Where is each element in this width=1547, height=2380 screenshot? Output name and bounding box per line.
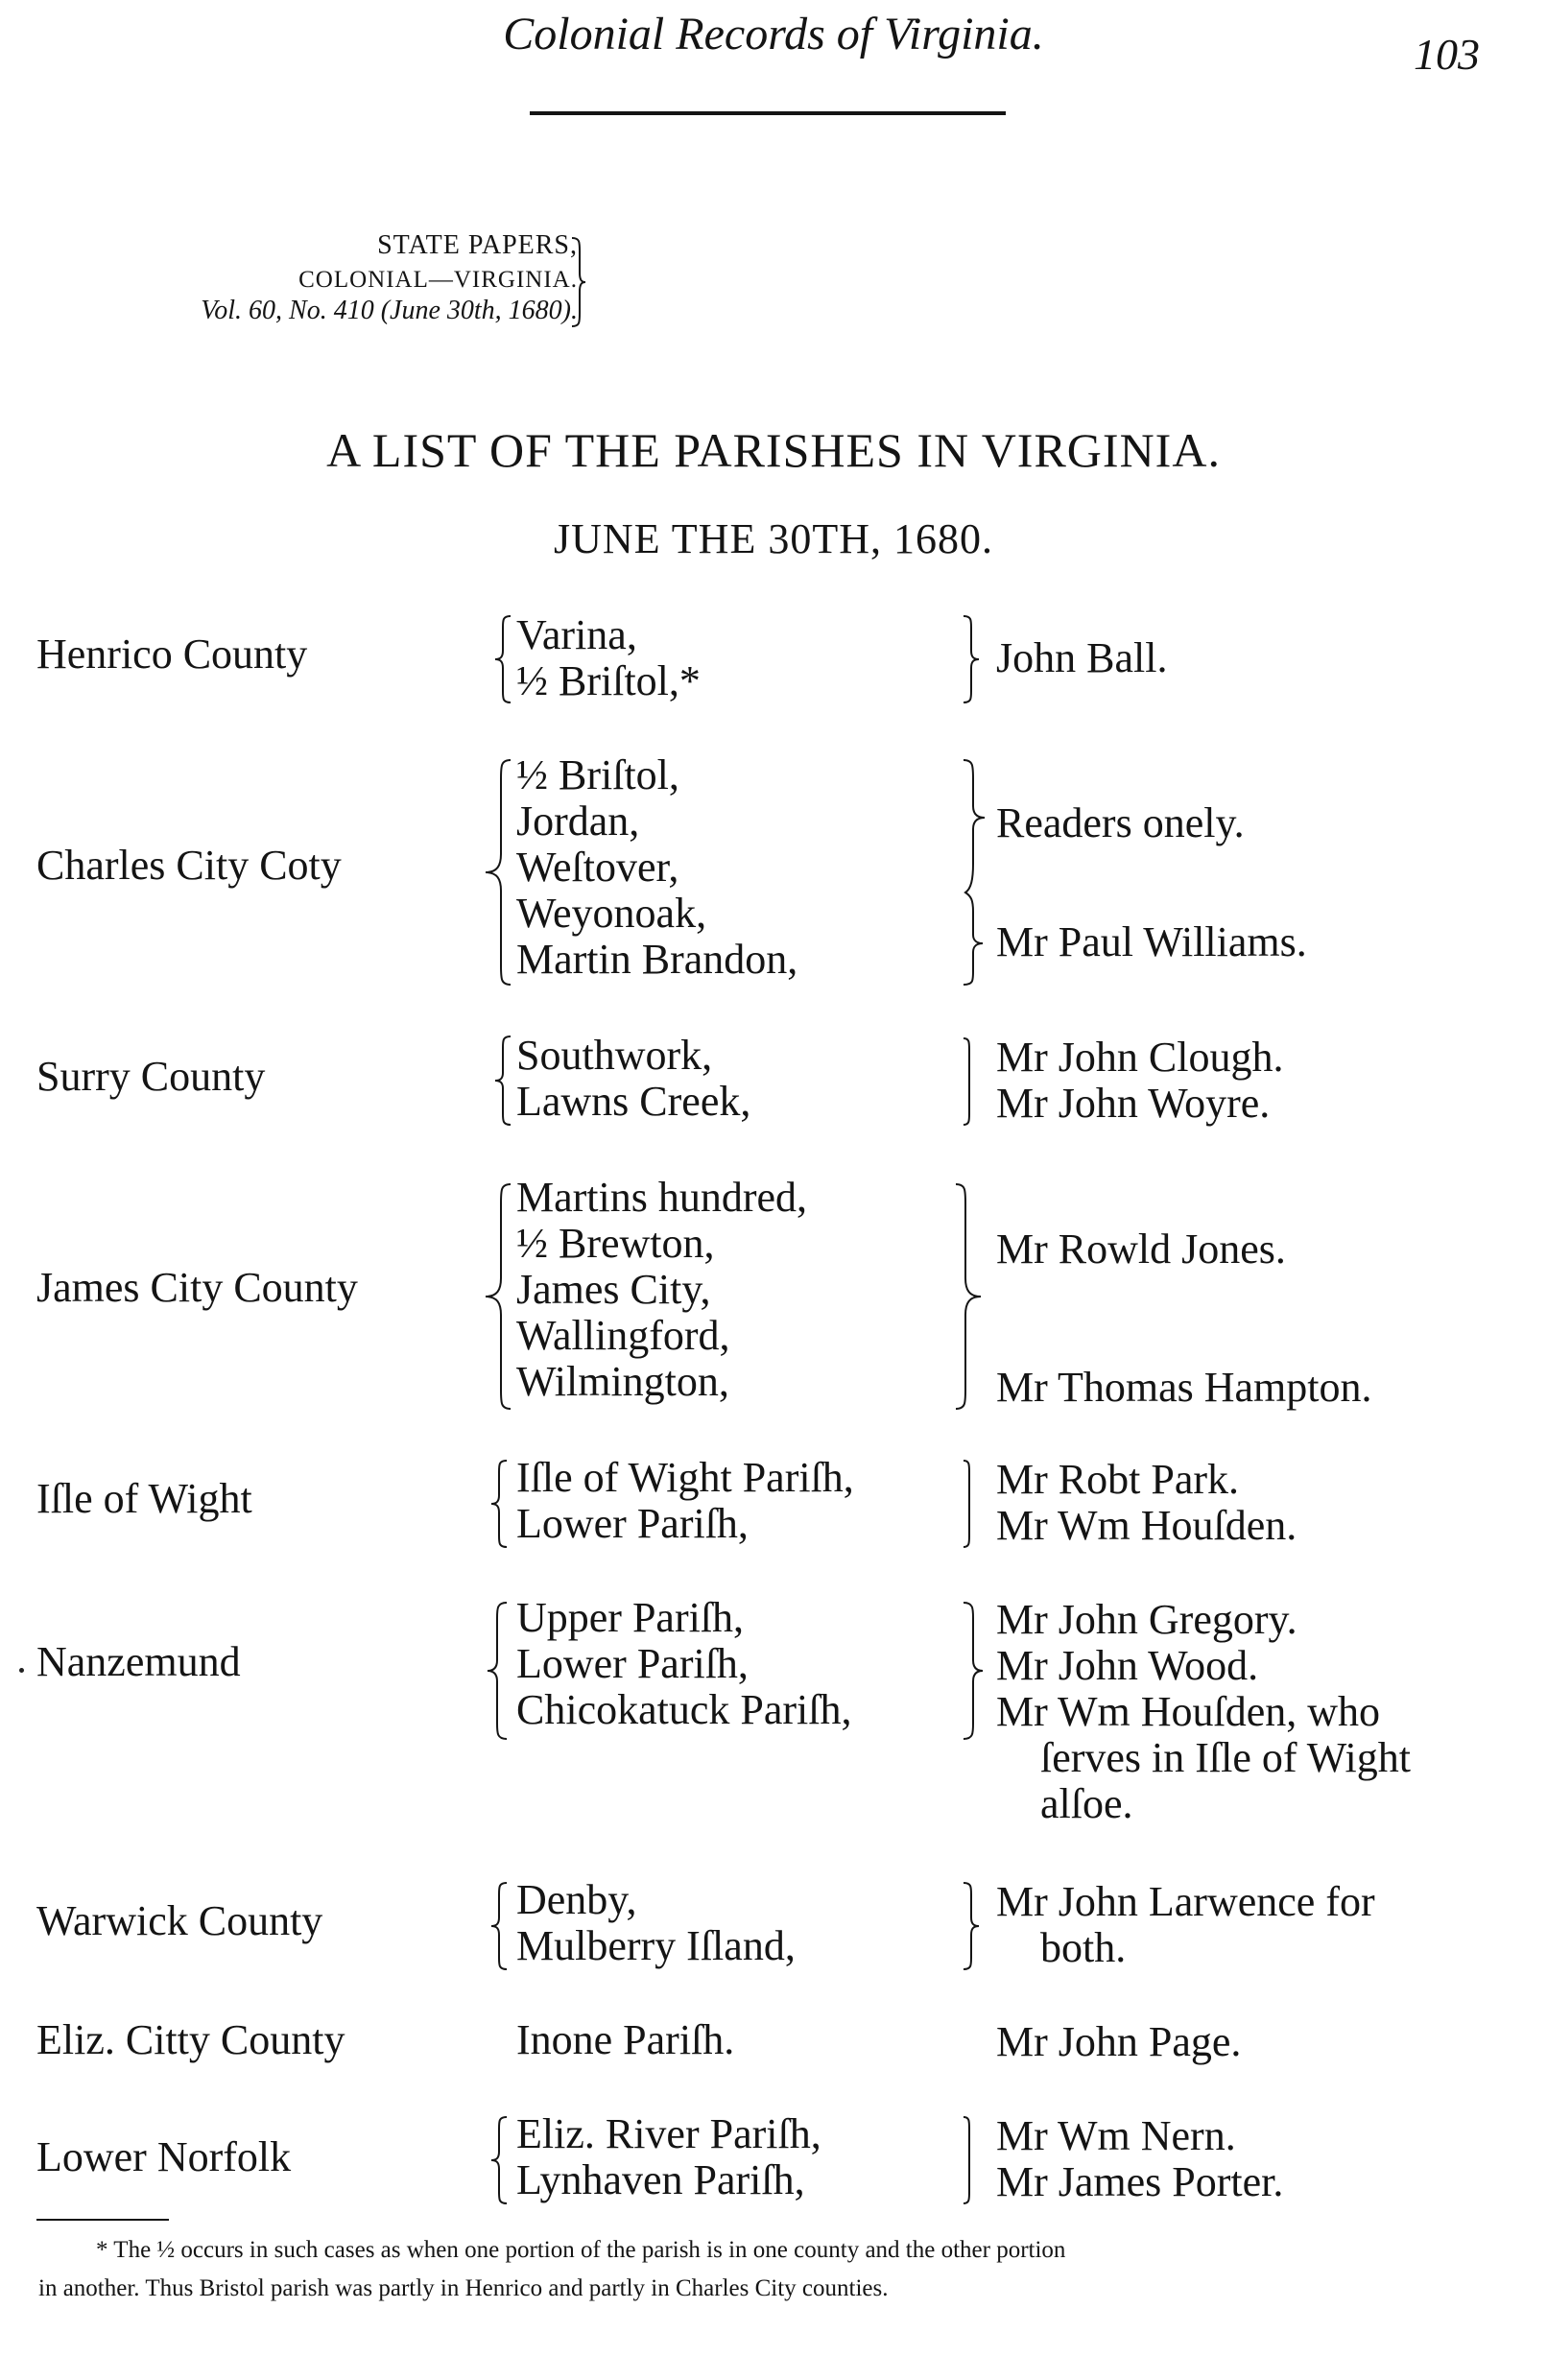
left-brace <box>488 2115 509 2205</box>
right-brace <box>962 1881 983 1971</box>
parish-name: Denby, <box>516 1876 637 1923</box>
parish-name: Lower Pariſh, <box>516 1500 749 1547</box>
right-brace <box>962 1036 977 1127</box>
clergy-name: Mr Thomas Hampton. <box>996 1364 1372 1411</box>
parish-name: Inone Pariſh. <box>516 2016 735 2063</box>
left-brace <box>491 614 512 704</box>
parish-name: Lawns Creek, <box>516 1078 751 1125</box>
footnote-line-2: in another. Thus Bristol parish was partly in Henrico and partly in Charles City counties. <box>38 2275 889 2301</box>
right-brace <box>962 614 983 704</box>
clergy-name: Mr Robt Park. <box>996 1456 1239 1503</box>
county-name: Iſle of Wight <box>36 1475 252 1522</box>
source-line-2: COLONIAL—VIRGINIA. <box>298 267 578 293</box>
parish-name: ½ Brewton, <box>516 1220 715 1267</box>
left-brace <box>482 1182 512 1411</box>
parish-name: Mulberry Iſland, <box>516 1922 796 1969</box>
page-number: 103 <box>1414 30 1480 79</box>
parish-name: ½ Briſtol,* <box>516 657 701 704</box>
right-brace <box>954 1182 987 1411</box>
parish-name: Weyonoak, <box>516 890 707 937</box>
parish-name: Upper Pariſh, <box>516 1594 745 1641</box>
source-brace <box>570 236 587 328</box>
county-name: James City County <box>36 1264 358 1311</box>
clergy-name: Mr John Woyre. <box>996 1080 1271 1127</box>
source-line-1: STATE PAPERS, <box>377 230 578 260</box>
footnote-rule <box>36 2219 169 2221</box>
county-name: Charles City Coty <box>36 842 342 889</box>
clergy-name: Mr John Gregory. <box>996 1596 1297 1643</box>
parish-name: Wallingford, <box>516 1312 730 1359</box>
ink-speck <box>19 1668 24 1673</box>
parish-name: Wilmington, <box>516 1358 729 1405</box>
parish-name: Lower Pariſh, <box>516 1640 749 1687</box>
clergy-name: Mr Rowld Jones. <box>996 1226 1286 1273</box>
parish-name: Martin Brandon, <box>516 936 798 983</box>
right-brace <box>962 1601 987 1741</box>
clergy-name: Mr John Larwence for <box>996 1878 1375 1925</box>
clergy-name: John Ball. <box>996 634 1168 681</box>
running-title: Colonial Records of Virginia. <box>503 9 1044 60</box>
footnote-line-1: * The ½ occurs in such cases as when one portion of the parish is in one county and the other portion <box>96 2237 1066 2263</box>
county-name: Henrico County <box>36 631 308 678</box>
county-name: Nanzemund <box>36 1638 241 1685</box>
parish-name: Iſle of Wight Pariſh, <box>516 1454 854 1501</box>
clergy-name: ſerves in Iſle of Wight <box>1040 1734 1411 1781</box>
parish-name: ½ Briſtol, <box>516 751 679 798</box>
left-brace <box>488 1459 509 1549</box>
header-rule <box>530 111 1006 115</box>
clergy-name: Mr Wm Houſden, who <box>996 1688 1381 1735</box>
parish-name: Southwork, <box>516 1032 713 1079</box>
page-title: A LIST OF THE PARISHES IN VIRGINIA. <box>326 423 1221 477</box>
parish-name: Jordan, <box>516 797 640 845</box>
clergy-name: alſoe. <box>1040 1780 1133 1827</box>
county-name: Surry County <box>36 1053 266 1100</box>
clergy-name: Mr Paul Williams. <box>996 918 1307 965</box>
parish-name: Weſtover, <box>516 844 679 891</box>
clergy-name: both. <box>1040 1924 1127 1971</box>
parish-name: Varina, <box>516 611 637 658</box>
parish-name: Eliz. River Pariſh, <box>516 2110 821 2157</box>
clergy-name: Mr Wm Houſden. <box>996 1502 1297 1549</box>
left-brace <box>491 1035 512 1127</box>
clergy-name: Mr John Clough. <box>996 1034 1284 1081</box>
left-brace <box>482 758 512 987</box>
parish-name: Chicokatuck Pariſh, <box>516 1686 852 1733</box>
county-name: Warwick County <box>36 1897 323 1944</box>
left-brace <box>488 1881 509 1971</box>
clergy-name: Mr John Page. <box>996 2018 1242 2065</box>
clergy-name: Mr James Porter. <box>996 2158 1284 2205</box>
clergy-name: Mr Wm Nern. <box>996 2112 1236 2159</box>
parish-name: Martins hundred, <box>516 1174 808 1221</box>
right-brace <box>962 758 1000 987</box>
clergy-name: Mr John Wood. <box>996 1642 1259 1689</box>
clergy-name: Readers onely. <box>996 799 1245 846</box>
right-brace <box>962 2115 977 2205</box>
parish-name: Lynhaven Pariſh, <box>516 2156 805 2203</box>
left-brace <box>484 1601 509 1741</box>
source-line-3: Vol. 60, No. 410 (June 30th, 1680). <box>201 296 578 325</box>
date-line: JUNE THE 30TH, 1680. <box>554 515 993 562</box>
county-name: Eliz. Citty County <box>36 2016 345 2063</box>
county-name: Lower Norfolk <box>36 2133 292 2180</box>
right-brace <box>962 1459 977 1549</box>
parish-name: James City, <box>516 1266 711 1313</box>
